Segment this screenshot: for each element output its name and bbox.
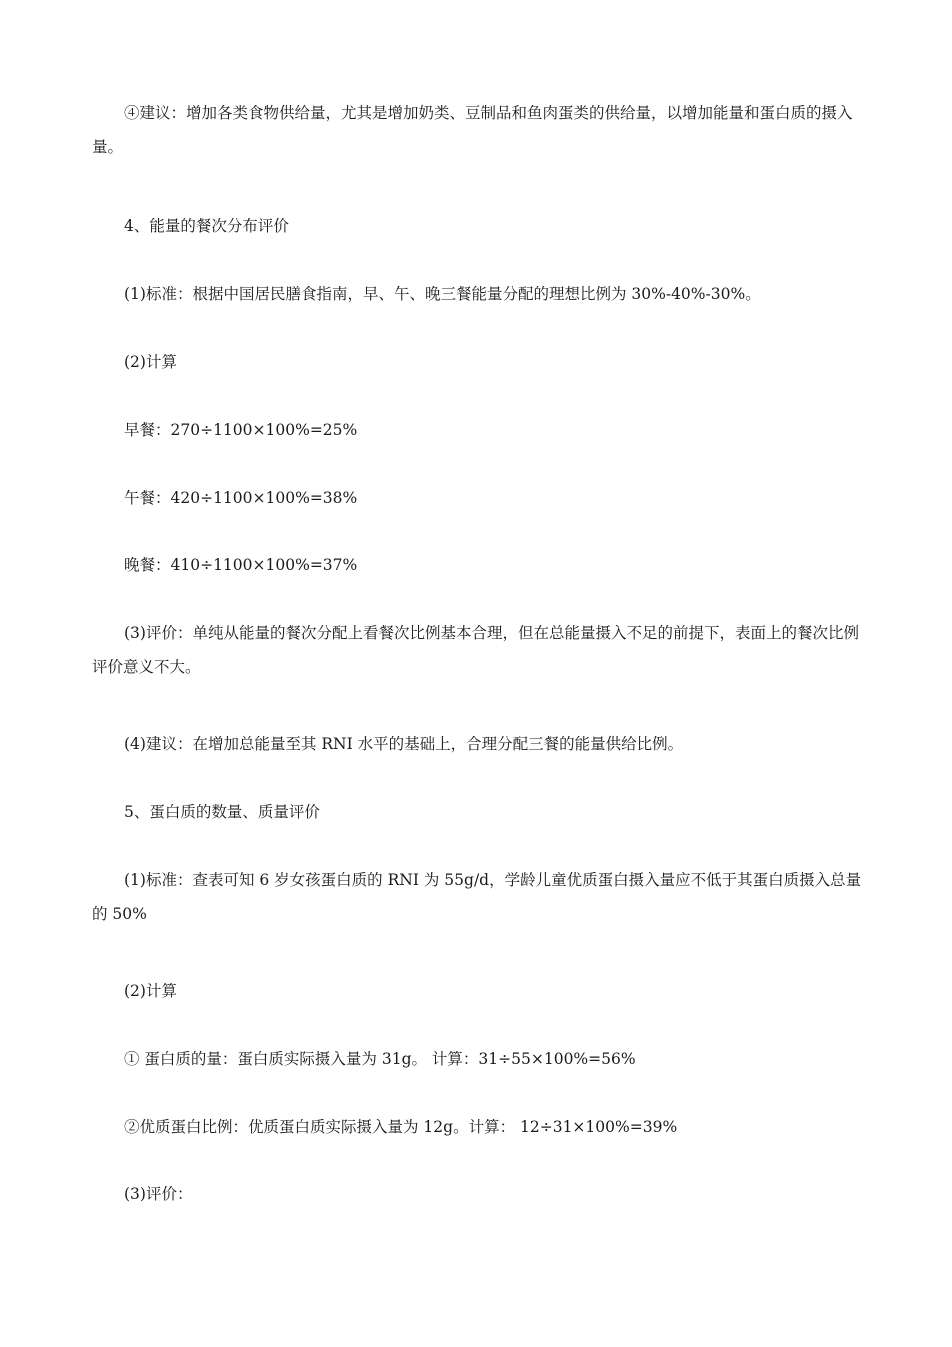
paragraph-suggestion-4: ④建议：增加各类食物供给量，尤其是增加奶类、豆制品和鱼肉蛋类的供给量，以增加能量和蛋白质的摄入量。 (92, 104, 853, 156)
paragraph-calculation-2: (2)计算 (124, 353, 177, 371)
section-heading-4: 4、能量的餐次分布评价 (124, 217, 289, 235)
paragraph-dinner: 晚餐：410÷1100×100%=37% (124, 556, 358, 574)
paragraph-evaluation-5-3: (3)评价： (124, 1185, 193, 1203)
paragraph-quality-protein-ratio: ②优质蛋白比例：优质蛋白质实际摄入量为 12g。计算： 12÷31×100%=39% (124, 1118, 678, 1136)
paragraph-lunch: 午餐：420÷1100×100%=38% (124, 489, 358, 507)
section-heading-5: 5、蛋白质的数量、质量评价 (124, 803, 320, 821)
paragraph-suggestion-4b: (4)建议：在增加总能量至其 RNI 水平的基础上，合理分配三餐的能量供给比例。 (124, 735, 684, 753)
paragraph-breakfast: 早餐：270÷1100×100%=25% (124, 421, 358, 439)
paragraph-standard-1: (1)标准：根据中国居民膳食指南，早、午、晚三餐能量分配的理想比例为 30%-40%-30%。 (124, 285, 761, 303)
paragraph-standard-5-1: (1)标准：查表可知 6 岁女孩蛋白质的 RNI 为 55g/d，学龄儿童优质蛋白摄入量应不低于其蛋白质摄入总量的 50% (92, 871, 862, 923)
paragraph-evaluation-3: (3)评价：单纯从能量的餐次分配上看餐次比例基本合理，但在总能量摄入不足的前提下，表面上的餐次比例评价意义不大。 (92, 624, 859, 676)
paragraph-protein-amount: ① 蛋白质的量：蛋白质实际摄入量为 31g。 计算：31÷55×100%=56% (124, 1050, 636, 1068)
paragraph-calculation-5-2: (2)计算 (124, 982, 177, 1000)
